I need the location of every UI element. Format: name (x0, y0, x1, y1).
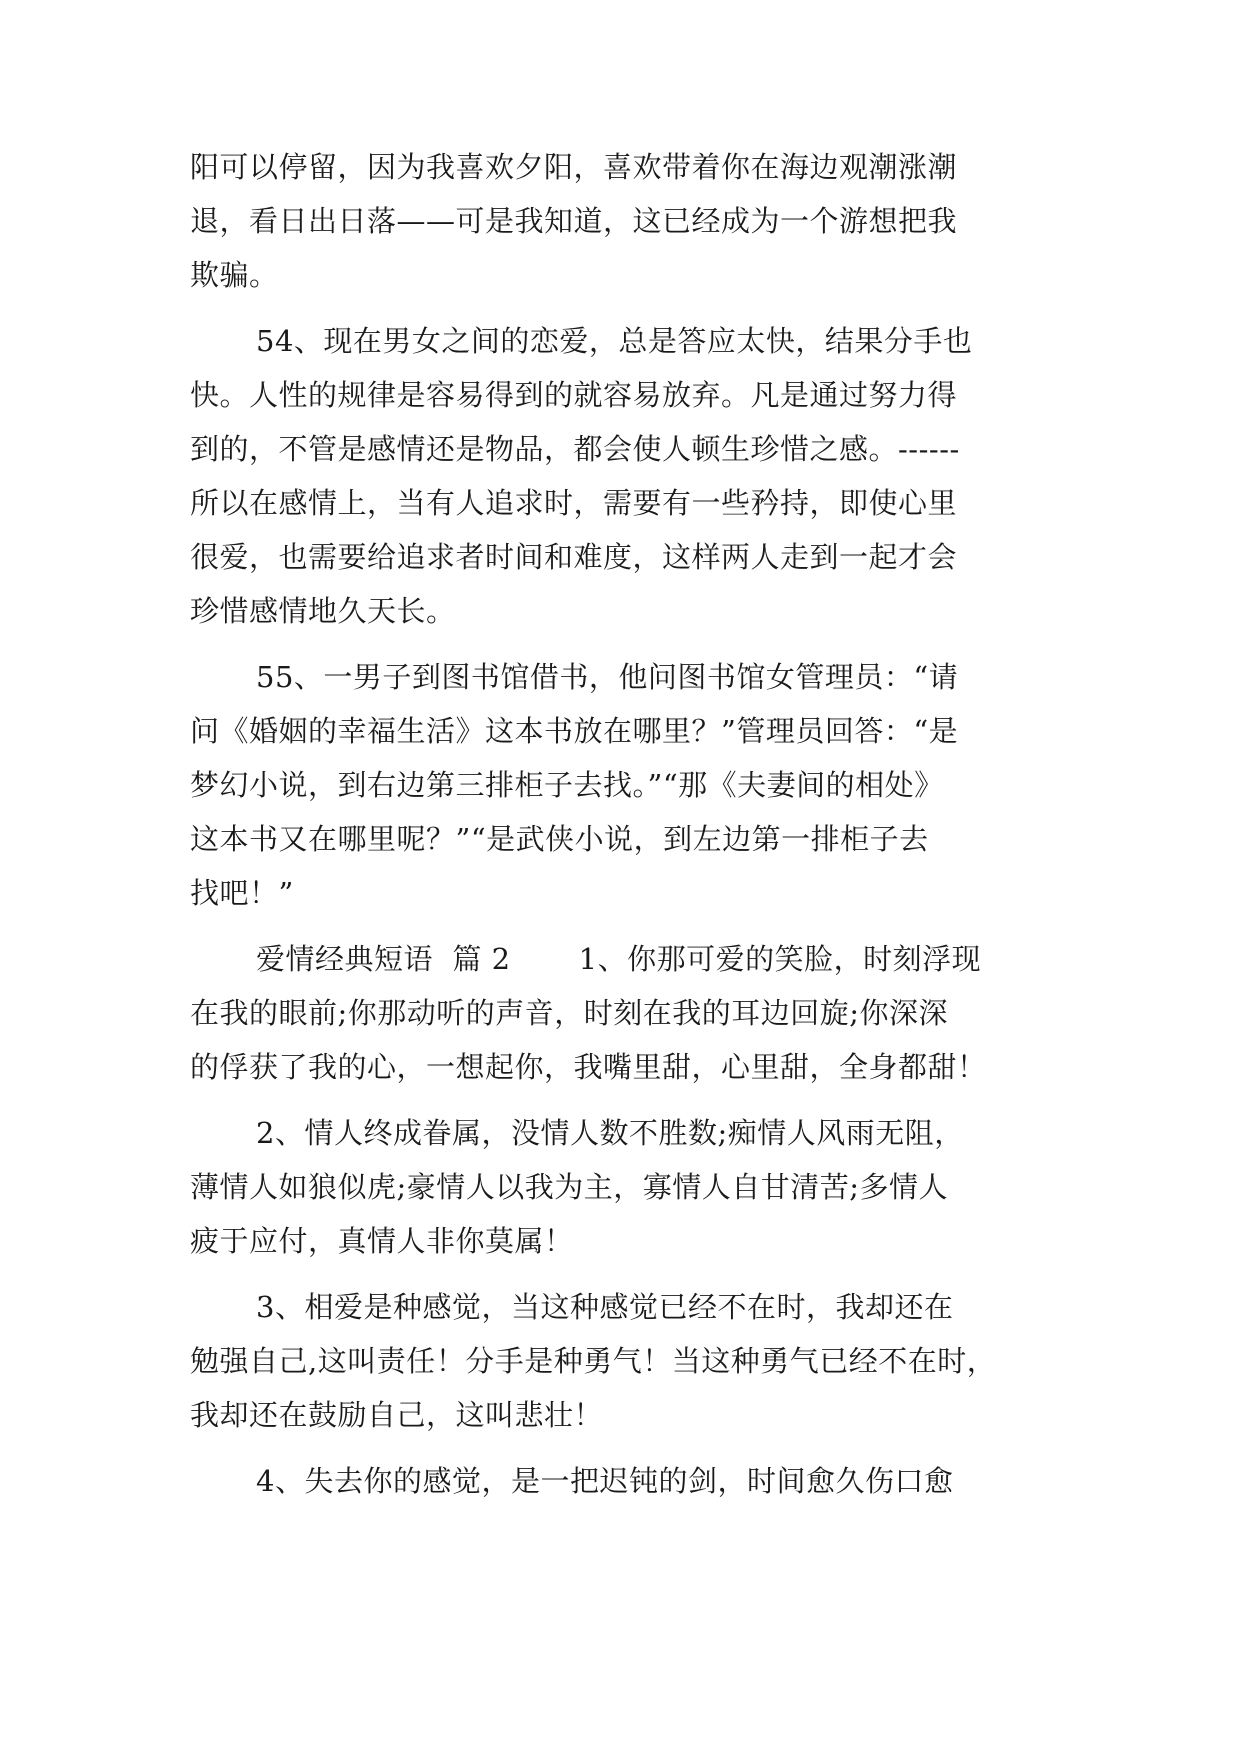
text-line: 珍惜感情地久天长。 (190, 594, 456, 628)
text-line: 这本书又在哪里呢？”“是武侠小说，到左边第一排柜子去 (190, 822, 929, 856)
text-line: 的俘获了我的心，一想起你，我嘴里甜，心里甜，全身都甜！ (190, 1050, 987, 1084)
text-line: 快。人性的规律是容易得到的就容易放弃。凡是通过努力得 (190, 378, 958, 412)
paragraph-55-start: 55、一男子到图书馆借书，他问图书馆女管理员：“请 (256, 660, 959, 694)
text-line: 阳可以停留，因为我喜欢夕阳，喜欢带着你在海边观潮涨潮 (190, 150, 958, 184)
text-line: 勉强自己,这叫责任！分手是种勇气！当这种勇气已经不在时， (190, 1344, 997, 1378)
text-line: 退，看日出日落——可是我知道，这已经成为一个游想把我 (190, 204, 958, 238)
paragraph-4-start: 4、失去你的感觉，是一把迟钝的剑，时间愈久伤口愈 (256, 1464, 954, 1498)
text-line: 梦幻小说，到右边第三排柜子去找。”“那《夫妻间的相处》 (190, 768, 944, 802)
paragraph-2-start: 2、情人终成眷属，没情人数不胜数;痴情人风雨无阻， (256, 1116, 964, 1150)
text-line: 所以在感情上，当有人追求时，需要有一些矜持，即使心里 (190, 486, 958, 520)
text-line: 到的，不管是感情还是物品，都会使人顿生珍惜之感。------ (190, 432, 960, 466)
text-line: 很爱，也需要给追求者时间和难度，这样两人走到一起才会 (190, 540, 958, 574)
text-line: 我却还在鼓励自己，这叫悲壮！ (190, 1398, 604, 1432)
text-line: 疲于应付，真情人非你莫属！ (190, 1224, 574, 1258)
paragraph-54-start: 54、现在男女之间的恋爱，总是答应太快，结果分手也 (256, 324, 973, 358)
text-line: 问《婚姻的幸福生活》这本书放在哪里？”管理员回答：“是 (190, 714, 959, 748)
text-line: 薄情人如狼似虎;豪情人以我为主，寡情人自甘清苦;多情人 (190, 1170, 949, 1204)
text-line: 欺骗。 (190, 258, 279, 292)
paragraph-3-start: 3、相爱是种感觉，当这种感觉已经不在时，我却还在 (256, 1290, 954, 1324)
text-line: 在我的眼前;你那动听的声音，时刻在我的耳边回旋;你深深 (190, 996, 949, 1030)
section-heading-line: 爱情经典短语 篇 2 1、你那可爱的笑脸，时刻浮现 (256, 942, 982, 976)
text-line: 找吧！” (190, 876, 294, 910)
